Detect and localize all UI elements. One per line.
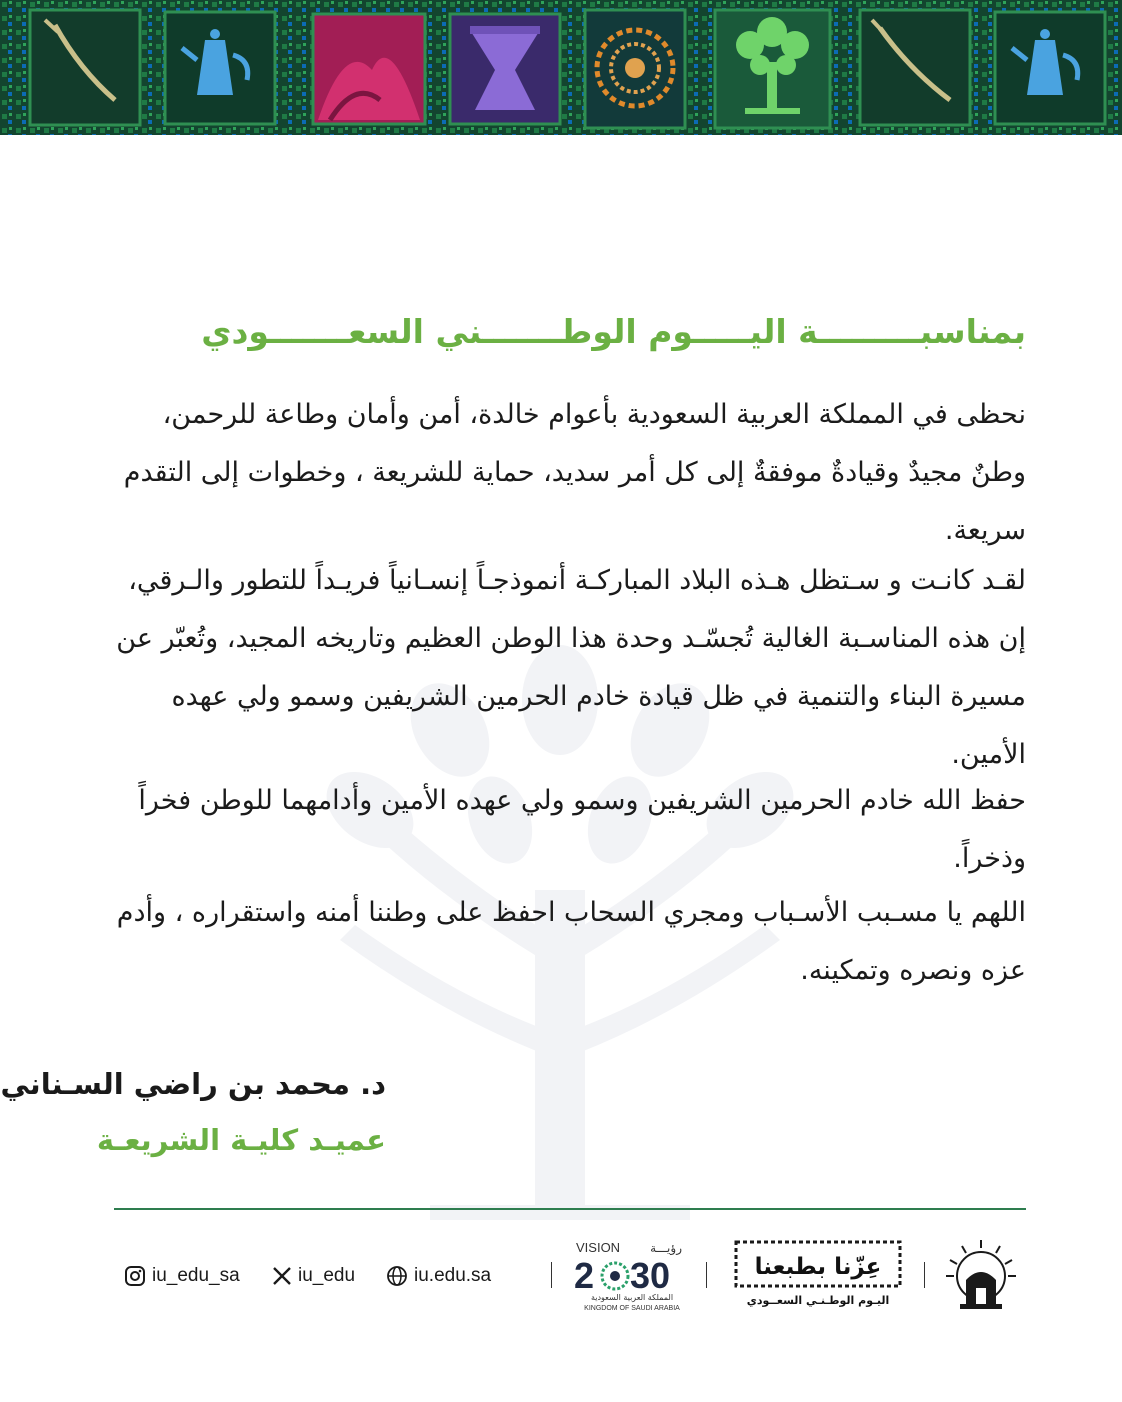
- footer: [114, 1232, 1026, 1322]
- paragraph-3: حفظ الله خادم الحرمين الشريفين وسمو ولي عهده الأمين وأدامهما للوطن فخراً وذخراً.: [138, 785, 1026, 874]
- tile-sword: [30, 10, 140, 125]
- instagram-handle: iu_edu_sa: [152, 1265, 240, 1286]
- vision-label-en: VISION: [576, 1240, 621, 1255]
- paragraph-1: نحظى في المملكة العربية السعودية بأعوام خالدة، أمن وأمان وطاعة للرحمن، وطنٌ مجيدٌ وقيادةٌ موفقةٌ إلى كل أمر سديد، حماية للشريعة ، وخطوات إلى التقدم سريعة.: [123, 399, 1026, 546]
- tile-sword-2: [860, 10, 970, 125]
- x-link[interactable]: [272, 1262, 355, 1290]
- tile-coffee-pot-2: [995, 12, 1105, 124]
- paragraph-4: اللهم يا مسـبب الأسـباب ومجري السحاب احفظ على وطننا أمنه واستقراره ، وأدم عزه ونصره وتمكينه.: [116, 897, 1026, 986]
- vision-emblem: [602, 1263, 628, 1289]
- x-icon: [272, 1266, 292, 1286]
- tile-dunes: [313, 14, 425, 124]
- footer-divider: [114, 1208, 1026, 1210]
- national-day-mark: [730, 1238, 906, 1314]
- banner-pattern: [0, 0, 1122, 135]
- website-url: iu.edu.sa: [414, 1265, 492, 1286]
- tile-coffee-pot: [165, 12, 275, 124]
- paragraph-2: لقـد كانـت و سـتظل هـذه البلاد المباركـة أنموذجـاً إنسـانياً فريـداً للتطور والـرقي، إن هذه المناسـبة الغالية تُجسّـد وحدة هذا الوطن العظيم وتاريخه المجيد، وتُعبّر عن مسيرة البناء والتنمية في ظل قيادة خادم الحرمين الشريفين وسمو ولي عهده الأمين.: [116, 565, 1026, 770]
- tile-incense-burner: [450, 14, 560, 124]
- signature-title: عميـد كليـة الشريعـة: [96, 1123, 386, 1157]
- vision-year-right: 30: [630, 1255, 671, 1296]
- globe-icon: [386, 1265, 408, 1287]
- vision-country-en: KINGDOM OF SAUDI ARABIA: [584, 1305, 680, 1312]
- instagram-icon: [124, 1265, 146, 1287]
- national-day-logo: [730, 1238, 906, 1314]
- instagram-link[interactable]: [124, 1262, 240, 1290]
- page-title: بمناسبـــــــــة اليـــــوم الوطـــــــني السعـــــــودي: [201, 312, 1026, 351]
- vision-country-ar: المملكة العربية السعودية: [590, 1293, 674, 1302]
- website-link[interactable]: [386, 1262, 491, 1290]
- signature-name: د. محمد بن راضي السـناني: [0, 1067, 386, 1101]
- footer-separator: [924, 1262, 925, 1288]
- vision-label-ar: رؤيـــة: [650, 1241, 682, 1255]
- footer-separator: [551, 1262, 552, 1288]
- vision-2030-mark: [572, 1234, 692, 1314]
- university-logo: [942, 1236, 1020, 1316]
- national-day-caption: اليـوم الوطـنـي السعــودي: [746, 1294, 890, 1307]
- national-day-slogan: عِزّنا بطبعنا: [754, 1254, 882, 1280]
- decorative-banner: [0, 0, 1122, 135]
- vision-2030-logo: [572, 1234, 692, 1314]
- tile-mandala: [585, 10, 685, 128]
- tile-palm-tree: [715, 10, 830, 128]
- vision-year-left: 2: [574, 1255, 595, 1296]
- university-emblem: [942, 1236, 1020, 1316]
- footer-separator: [706, 1262, 707, 1288]
- x-handle: iu_edu: [298, 1265, 356, 1286]
